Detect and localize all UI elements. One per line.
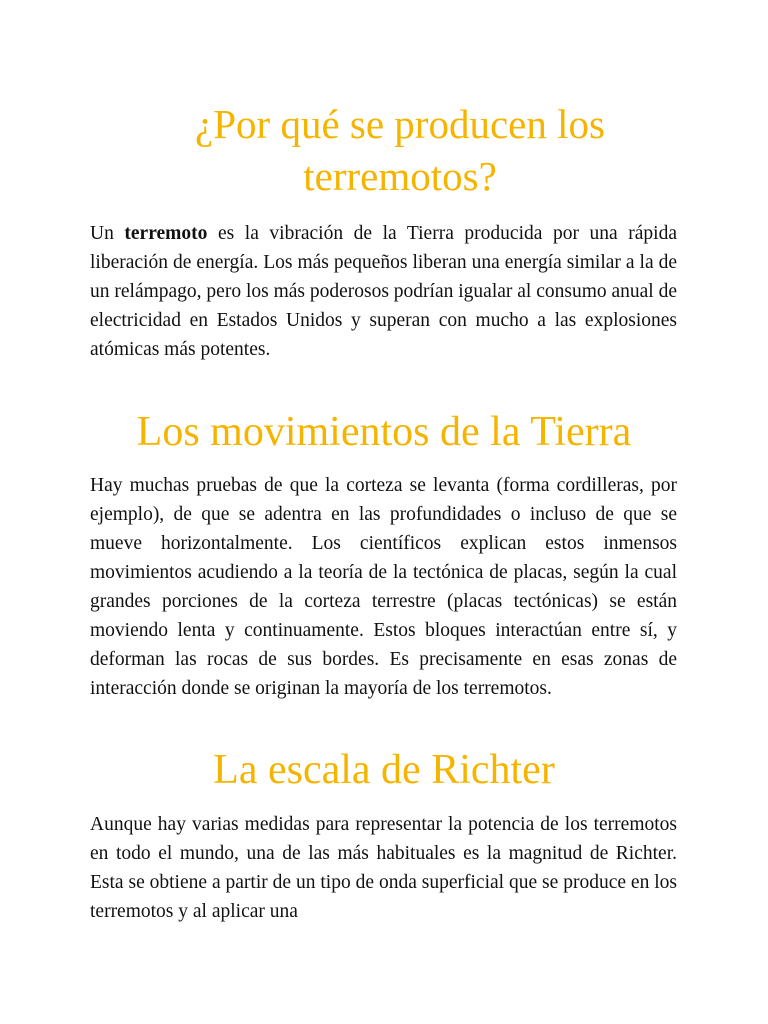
page-title — [140, 98, 660, 202]
richter-paragraph: Aunque hay varias medidas para representar la potencia de los terremotos en todo el mundo, una de las más habituales es la magnitud de Richter. Esta se obtiene a partir de un tipo de onda superficial que se produce en los terremotos y al aplicar una — [90, 814, 677, 922]
intro-paragraph — [90, 219, 677, 364]
intro-text: es la vibración de la Tierra producida por una rápida liberación de energía. Los más pequeños liberan una energía similar a la de un relámpago, pero los más poderosos podrían igualar al consumo anual de electricidad en Estados Unidos y superan con mucho a las explosiones atómicas más potentes. — [90, 223, 678, 360]
movimientos-paragraph: Hay muchas pruebas de que la corteza se levanta (forma cordilleras, por ejemplo), de que se adentra en las profundidades o incluso de que se mueve horizontalmente. Los científicos explican estos inmensos movimientos acudiendo a la teoría de la tectónica de placas, según la cual grandes porciones de la corteza terrestre (placas tectónicas) se están moviendo lenta y continuamente. Estos bloques interactúan entre sí, y deforman las rocas de sus bordes. Es precisamente en esas zonas de interacción donde se originan la mayoría de los terremotos. — [90, 475, 677, 699]
intro-keyword: terremoto — [124, 223, 208, 244]
page-title-line2: terremotos? — [303, 153, 497, 199]
page-title-line1: ¿Por qué se producen los — [195, 101, 605, 147]
section-heading-richter: La escala de Richter — [213, 747, 555, 793]
section-heading-movimientos: Los movimientos de la Tierra — [136, 409, 632, 455]
intro-lead: Un — [90, 223, 125, 244]
